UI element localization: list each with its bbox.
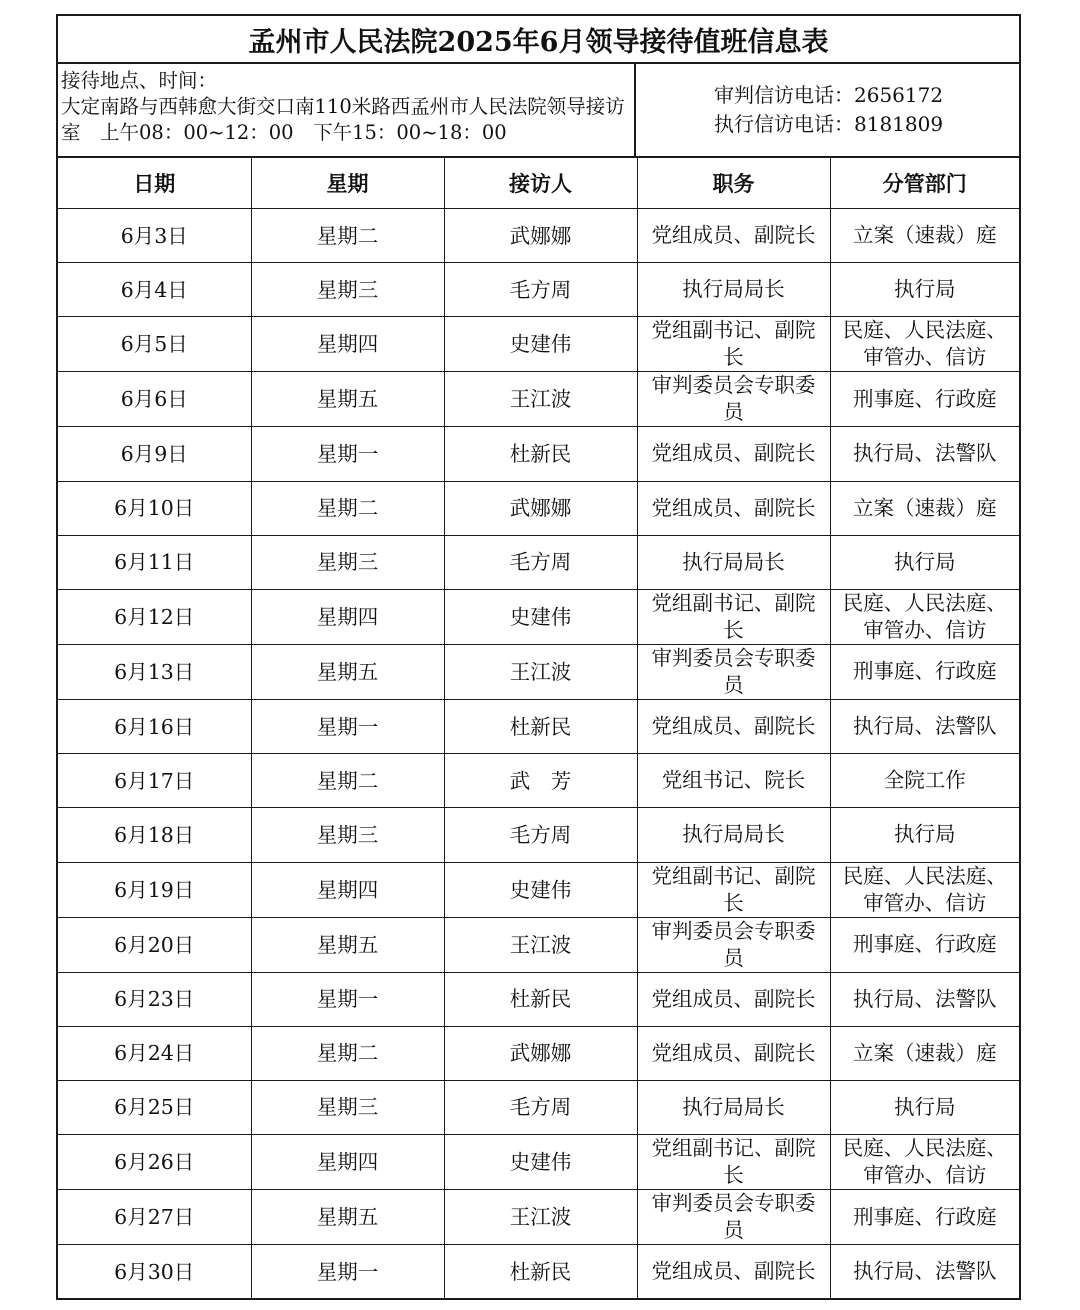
department-cell: 执行局 [830, 263, 1019, 317]
weekday-cell: 星期四 [251, 862, 444, 917]
table-row [58, 1245, 1019, 1299]
reception-location-time [58, 64, 636, 156]
receiver-cell: 武娜娜 [444, 1026, 637, 1080]
position-cell: 党组成员、副院长 [637, 699, 830, 753]
table-row [58, 209, 1019, 263]
receiver-cell: 毛方周 [444, 1080, 637, 1134]
table-row [58, 972, 1019, 1026]
receiver-cell: 毛方周 [444, 263, 637, 317]
location-address: 大定南路与西韩愈大街交口南110米路西孟州市人民法院领导接访 [61, 95, 625, 118]
date-cell: 6月6日 [58, 372, 251, 427]
weekday-cell: 星期三 [251, 808, 444, 862]
weekday-cell: 星期一 [251, 1245, 444, 1299]
date-cell: 6月19日 [58, 862, 251, 917]
table-row [58, 754, 1019, 808]
weekday-cell: 星期三 [251, 535, 444, 589]
position-cell: 执行局局长 [637, 808, 830, 862]
table-row [58, 1190, 1019, 1245]
date-cell: 6月5日 [58, 317, 251, 372]
department-cell: 全院工作 [830, 754, 1019, 808]
position-cell: 执行局局长 [637, 263, 830, 317]
weekday-cell: 星期二 [251, 209, 444, 263]
receiver-cell: 杜新民 [444, 1245, 637, 1299]
date-cell: 6月24日 [58, 1026, 251, 1080]
date-cell: 6月10日 [58, 481, 251, 535]
header-weekday: 星期 [251, 158, 444, 209]
receiver-cell: 史建伟 [444, 317, 637, 372]
weekday-cell: 星期一 [251, 699, 444, 753]
receiver-cell: 史建伟 [444, 589, 637, 644]
table-row [58, 1080, 1019, 1134]
department-cell: 立案（速裁）庭 [830, 1026, 1019, 1080]
receiver-cell: 王江波 [444, 917, 637, 972]
weekday-cell: 星期二 [251, 754, 444, 808]
date-cell: 6月4日 [58, 263, 251, 317]
date-cell: 6月17日 [58, 754, 251, 808]
department-cell: 执行局、法警队 [830, 972, 1019, 1026]
receiver-cell: 王江波 [444, 372, 637, 427]
weekday-cell: 星期四 [251, 589, 444, 644]
table-row [58, 699, 1019, 753]
department-cell: 民庭、人民法庭、审管办、信访 [830, 589, 1019, 644]
trial-petition-phone: 审判信访电话：2656172 [714, 83, 944, 107]
table-row [58, 535, 1019, 589]
date-cell: 6月13日 [58, 644, 251, 699]
receiver-cell: 武娜娜 [444, 481, 637, 535]
location-hours: 室 上午08：00~12：00 下午15：00~18：00 [61, 121, 507, 144]
execution-petition-phone: 执行信访电话：8181809 [714, 112, 944, 136]
location-label: 接待地点、时间： [61, 69, 218, 92]
position-cell: 审判委员会专职委员 [637, 917, 830, 972]
header-date: 日期 [58, 158, 251, 209]
table-row [58, 427, 1019, 481]
receiver-cell: 杜新民 [444, 427, 637, 481]
weekday-cell: 星期二 [251, 481, 444, 535]
petition-phones [636, 64, 1019, 156]
schedule-table [58, 158, 1019, 1298]
header-position: 职务 [637, 158, 830, 209]
date-cell: 6月26日 [58, 1135, 251, 1190]
date-cell: 6月9日 [58, 427, 251, 481]
department-cell: 刑事庭、行政庭 [830, 917, 1019, 972]
date-cell: 6月11日 [58, 535, 251, 589]
position-cell: 审判委员会专职委员 [637, 644, 830, 699]
weekday-cell: 星期一 [251, 972, 444, 1026]
department-cell: 立案（速裁）庭 [830, 481, 1019, 535]
date-cell: 6月20日 [58, 917, 251, 972]
department-cell: 立案（速裁）庭 [830, 209, 1019, 263]
receiver-cell: 杜新民 [444, 972, 637, 1026]
receiver-cell: 王江波 [444, 644, 637, 699]
position-cell: 审判委员会专职委员 [637, 372, 830, 427]
date-cell: 6月27日 [58, 1190, 251, 1245]
weekday-cell: 星期五 [251, 372, 444, 427]
department-cell: 执行局、法警队 [830, 1245, 1019, 1299]
position-cell: 党组成员、副院长 [637, 972, 830, 1026]
department-cell: 刑事庭、行政庭 [830, 644, 1019, 699]
position-cell: 党组成员、副院长 [637, 481, 830, 535]
header-receiver: 接访人 [444, 158, 637, 209]
department-cell: 执行局、法警队 [830, 699, 1019, 753]
department-cell: 民庭、人民法庭、审管办、信访 [830, 317, 1019, 372]
date-cell: 6月30日 [58, 1245, 251, 1299]
table-header-row [58, 158, 1019, 209]
date-cell: 6月12日 [58, 589, 251, 644]
table-row [58, 1135, 1019, 1190]
table-row [58, 372, 1019, 427]
position-cell: 党组成员、副院长 [637, 1245, 830, 1299]
weekday-cell: 星期五 [251, 1190, 444, 1245]
weekday-cell: 星期四 [251, 1135, 444, 1190]
department-cell: 执行局、法警队 [830, 427, 1019, 481]
department-cell: 执行局 [830, 808, 1019, 862]
weekday-cell: 星期四 [251, 317, 444, 372]
receiver-cell: 毛方周 [444, 535, 637, 589]
position-cell: 执行局局长 [637, 1080, 830, 1134]
department-cell: 执行局 [830, 1080, 1019, 1134]
receiver-cell: 史建伟 [444, 862, 637, 917]
table-body [58, 209, 1019, 1299]
receiver-cell: 毛方周 [444, 808, 637, 862]
position-cell: 党组成员、副院长 [637, 209, 830, 263]
weekday-cell: 星期三 [251, 1080, 444, 1134]
position-cell: 审判委员会专职委员 [637, 1190, 830, 1245]
date-cell: 6月23日 [58, 972, 251, 1026]
date-cell: 6月25日 [58, 1080, 251, 1134]
weekday-cell: 星期一 [251, 427, 444, 481]
receiver-cell: 史建伟 [444, 1135, 637, 1190]
department-cell: 民庭、人民法庭、审管办、信访 [830, 862, 1019, 917]
receiver-cell: 杜新民 [444, 699, 637, 753]
position-cell: 党组副书记、副院长 [637, 862, 830, 917]
date-cell: 6月3日 [58, 209, 251, 263]
position-cell: 党组副书记、副院长 [637, 1135, 830, 1190]
duty-schedule-sheet [56, 14, 1021, 1300]
header-department: 分管部门 [830, 158, 1019, 209]
table-row [58, 862, 1019, 917]
info-section [58, 64, 1019, 158]
table-row [58, 263, 1019, 317]
department-cell: 刑事庭、行政庭 [830, 1190, 1019, 1245]
weekday-cell: 星期五 [251, 644, 444, 699]
department-cell: 刑事庭、行政庭 [830, 372, 1019, 427]
table-row [58, 589, 1019, 644]
page-title: 孟州市人民法院2025年6月领导接待值班信息表 [58, 16, 1019, 64]
weekday-cell: 星期五 [251, 917, 444, 972]
weekday-cell: 星期三 [251, 263, 444, 317]
weekday-cell: 星期二 [251, 1026, 444, 1080]
receiver-cell: 武 芳 [444, 754, 637, 808]
position-cell: 党组成员、副院长 [637, 1026, 830, 1080]
table-row [58, 317, 1019, 372]
table-row [58, 808, 1019, 862]
position-cell: 党组副书记、副院长 [637, 317, 830, 372]
table-row [58, 481, 1019, 535]
table-row [58, 644, 1019, 699]
receiver-cell: 武娜娜 [444, 209, 637, 263]
department-cell: 执行局 [830, 535, 1019, 589]
department-cell: 民庭、人民法庭、审管办、信访 [830, 1135, 1019, 1190]
date-cell: 6月18日 [58, 808, 251, 862]
date-cell: 6月16日 [58, 699, 251, 753]
position-cell: 党组成员、副院长 [637, 427, 830, 481]
position-cell: 执行局局长 [637, 535, 830, 589]
table-row [58, 1026, 1019, 1080]
receiver-cell: 王江波 [444, 1190, 637, 1245]
position-cell: 党组副书记、副院长 [637, 589, 830, 644]
table-row [58, 917, 1019, 972]
position-cell: 党组书记、院长 [637, 754, 830, 808]
